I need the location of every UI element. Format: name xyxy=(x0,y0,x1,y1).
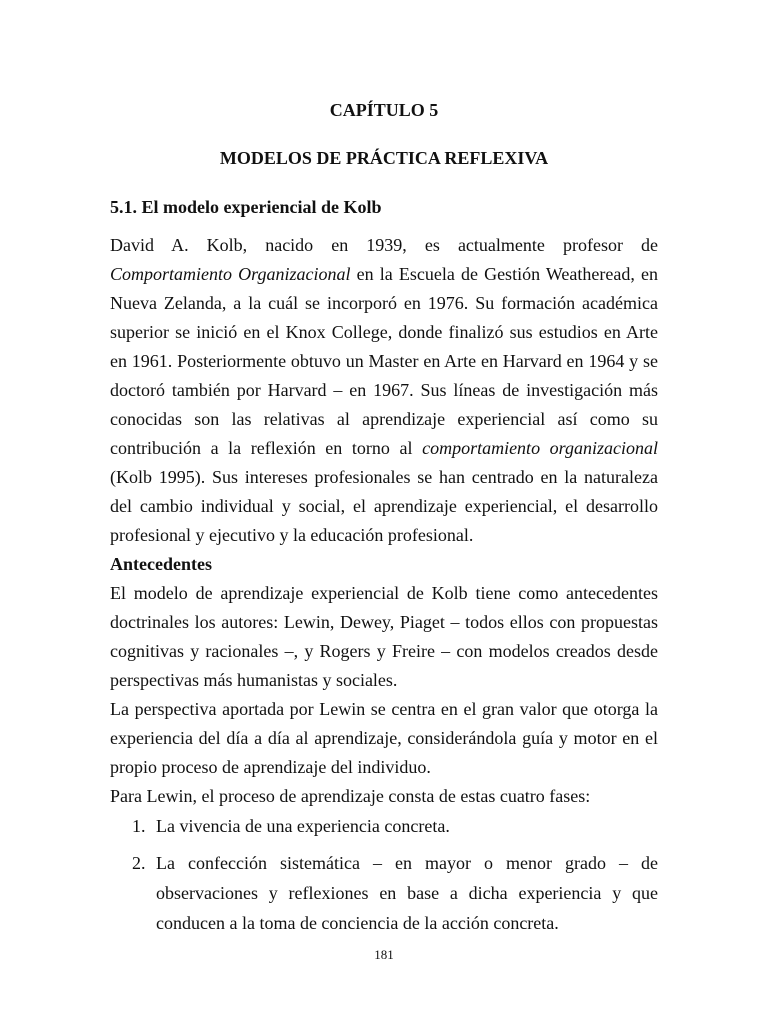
phases-list xyxy=(110,811,658,938)
bio-italic-1: Comportamiento Organizacional xyxy=(110,264,351,284)
paragraph-lewin: La perspectiva aportada por Lewin se centra en el gran valor que otorga la experiencia del día a día al aprendizaje, considerándola guía y motor en el propio proceso de aprendizaje del individuo. xyxy=(110,699,658,777)
paragraph-antecedentes: El modelo de aprendizaje experiencial de Kolb tiene como antecedentes doctrinales los autores: Lewin, Dewey, Piaget – todos ellos con propuestas cognitivas y racionales –, y Rogers y Freire – con modelos creados desde perspectivas más humanistas y sociales. xyxy=(110,583,658,690)
bio-italic-2: comportamiento organizacional xyxy=(422,438,658,458)
body-text xyxy=(110,231,658,938)
list-item xyxy=(110,811,658,841)
bio-text-1: David A. Kolb, nacido en 1939, es actualmente profesor de xyxy=(110,235,658,255)
bio-text-3: (Kolb 1995). Sus intereses profesionales se han centrado en la naturaleza del cambio individual y social, el aprendizaje experiencial, el desarrollo profesional y ejecutivo y la educación profesional. xyxy=(110,467,658,545)
chapter-heading: CAPÍTULO 5 xyxy=(329,100,439,120)
section-heading: 5.1. El modelo experiencial de Kolb xyxy=(110,197,382,217)
chapter-title: MODELOS DE PRÁCTICA REFLEXIVA xyxy=(219,148,549,168)
list-item-text: La confección sistemática – en mayor o menor grado – de observaciones y reflexiones en base a dicha experiencia y que conducen a la toma de conciencia de la acción concreta. xyxy=(156,853,658,933)
list-item-number: 1. xyxy=(132,816,146,836)
paragraph-kolb-bio xyxy=(110,231,658,550)
bio-text-2: en la Escuela de Gestión Weatheread, en Nueva Zelanda, a la cuál se incorporó en 1976. Su formación académica superior se inició en el Knox College, donde finalizó sus estudios en Arte en 1961. Posteriormente obtuvo un Master en Arte en Harvard en 1964 y se doctoró también por Harvard – en 1967. Sus líneas de investigación más conocidas son las relativas al aprendizaje experiencial así como su contribución a la reflexión en torno al xyxy=(110,264,658,458)
subheading-antecedentes: Antecedentes xyxy=(110,554,212,574)
page-number: 181 xyxy=(374,947,394,962)
list-item xyxy=(110,848,658,938)
list-item-number: 2. xyxy=(132,853,146,873)
list-item-text: La vivencia de una experiencia concreta. xyxy=(156,816,450,836)
paragraph-phases-intro: Para Lewin, el proceso de aprendizaje consta de estas cuatro fases: xyxy=(110,786,591,806)
